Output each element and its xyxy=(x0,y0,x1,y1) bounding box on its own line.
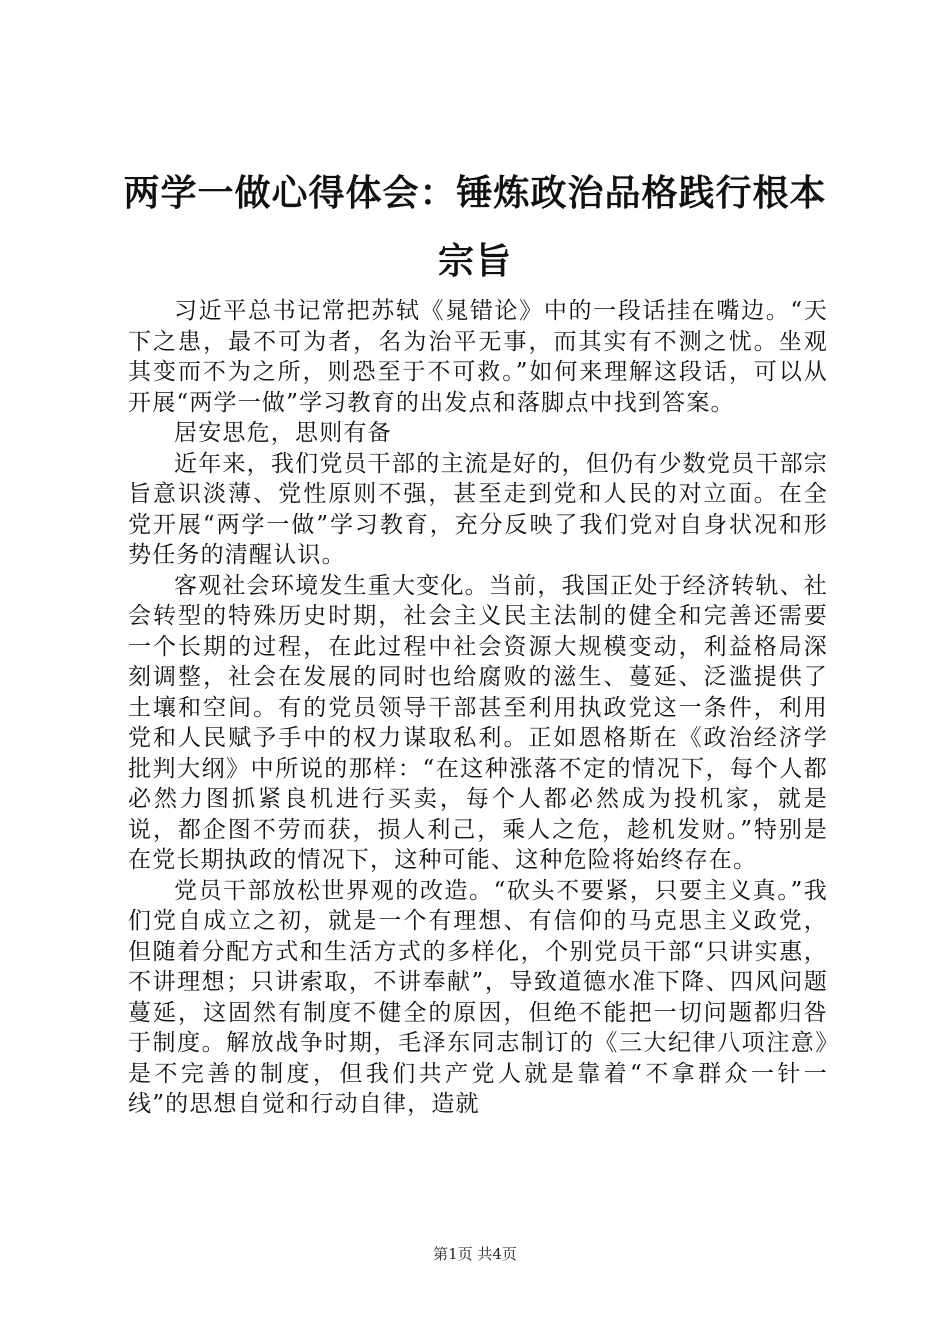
document-body xyxy=(128,296,828,1120)
paragraph: 近年来，我们党员干部的主流是好的，但仍有少数党员干部宗旨意识淡薄、党性原则不强，甚至走到党和人民的对立面。在全党开展“两学一做”学习教育，充分反映了我们党对自身状况和形势任务的清醒认识。 xyxy=(128,450,828,568)
paragraph: 党员干部放松世界观的改造。“砍头不要紧，只要主义真。”我们党自成立之初，就是一个有理想、有信仰的马克思主义政党，但随着分配方式和生活方式的多样化，个别党员干部“只讲实惠，不讲理想；只讲索取，不讲奉献”，导致道德水准下降、四风问题蔓延，这固然有制度不健全的原因，但绝不能把一切问题都归咎于制度。解放战争时期，毛泽东同志制订的《三大纪律八项注意》是不完善的制度，但我们共产党人就是靠着“不拿群众一针一线”的思想自觉和行动自律，造就 xyxy=(128,877,828,1117)
paragraph-intro: 习近平总书记常把苏轼《晁错论》中的一段话挂在嘴边。“天下之患，最不可为者，名为治平无事，而其实有不测之忧。坐观其变而不为之所，则恐至于不可救。”如何来理解这段话，可以从开展“两学一做”学习教育的出发点和落脚点中找到答案。 xyxy=(128,298,828,416)
section-heading: 居安思危，思则有备 xyxy=(174,420,392,446)
paragraph: 客观社会环境发生重大变化。当前，我国正处于经济转轨、社会转型的特殊历史时期，社会主义民主法制的健全和完善还需要一个长期的过程，在此过程中社会资源大规模变动，利益格局深刻调整，社会在发展的同时也给腐败的滋生、蔓延、泛滥提供了土壤和空间。有的党员领导干部甚至利用执政党这一条件，利用党和人民赋予手中的权力谋取私利。正如恩格斯在《政治经济学批判大纲》中所说的那样：“在这种涨落不定的情况下，每个人都必然力图抓紧良机进行买卖，每个人都必然成为投机家，就是说，都企图不劳而获，损人利己，乘人之危，趁机发财。”特别是在党长期执政的情况下，这种可能、这种危险将始终存在。 xyxy=(128,572,828,873)
page-footer: 第1页 共4页 xyxy=(433,1245,517,1263)
document-title: 两学一做心得体会：锤炼政治品格践行根本宗旨 xyxy=(123,173,827,282)
